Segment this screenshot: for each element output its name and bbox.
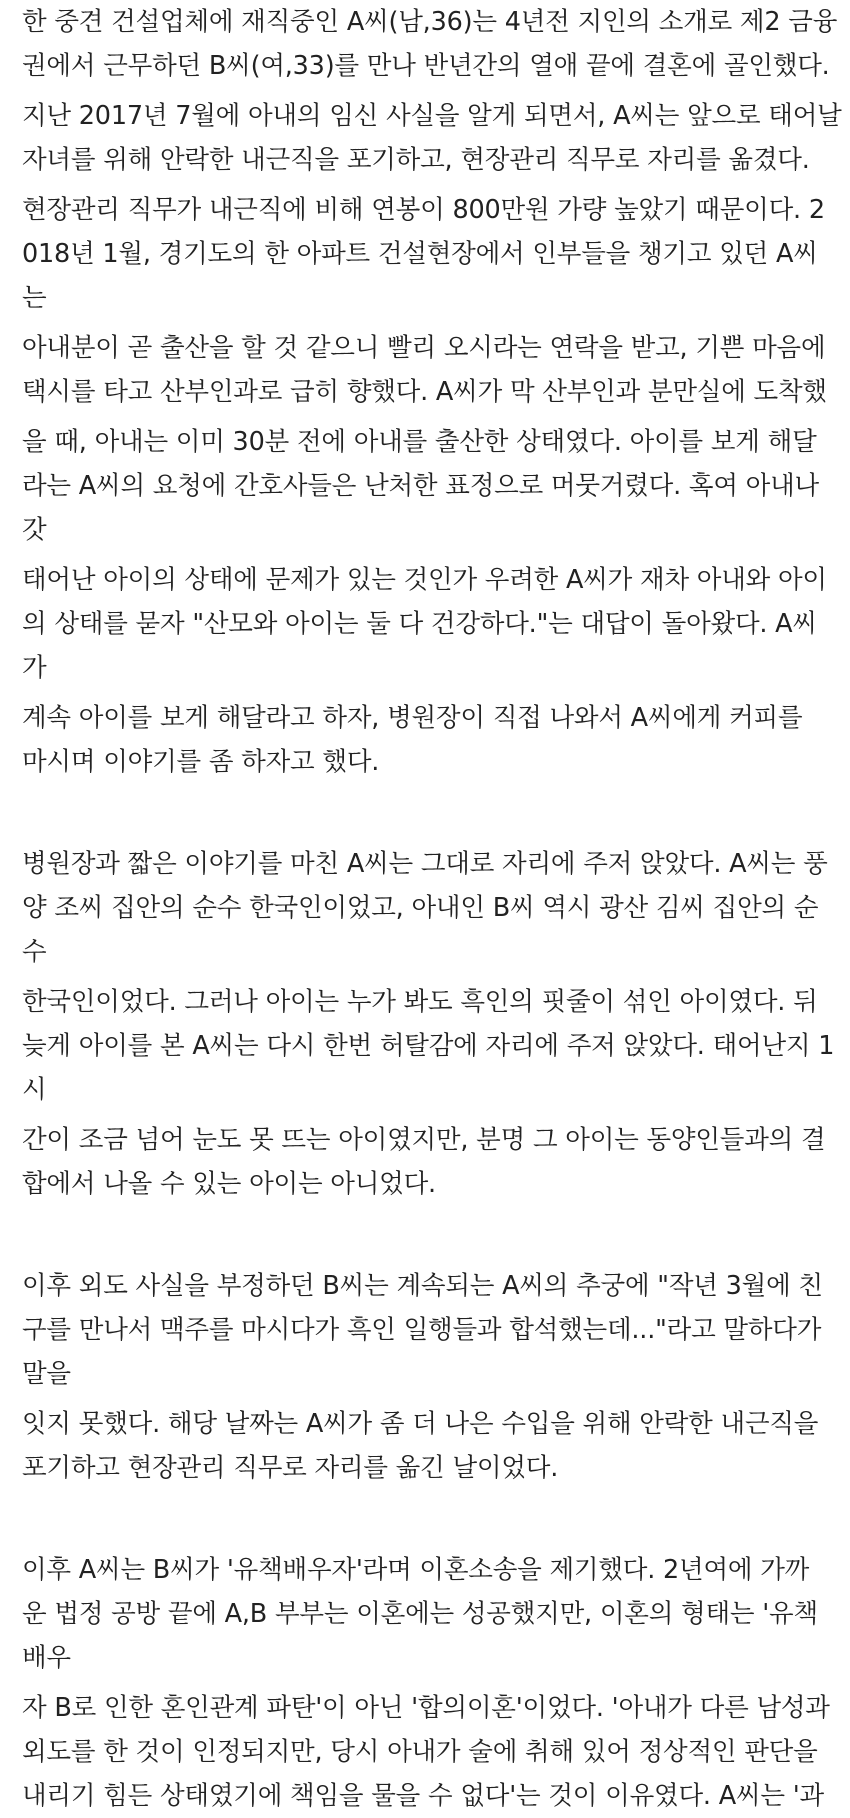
paragraph bbox=[22, 696, 850, 784]
paragraph bbox=[22, 558, 850, 690]
text-line: 는 bbox=[22, 283, 47, 313]
text-line: 내리기 힘든 상태였기에 책임을 물을 수 없다'는 것이 이유였다. A씨는 '과 bbox=[22, 1781, 824, 1811]
text-line: 권에서 근무하던 B씨(여,33)를 만나 반년간의 열애 끝에 결혼에 골인했다. bbox=[22, 51, 830, 81]
text-line: 택시를 타고 산부인과로 급히 향했다. A씨가 막 산부인과 분만실에 도착했 bbox=[22, 377, 827, 407]
text-line: 지난 2017년 7월에 아내의 임신 사실을 알게 되면서, A씨는 앞으로 태어날 bbox=[22, 101, 842, 131]
text-line: 마시며 이야기를 좀 하자고 했다. bbox=[22, 747, 380, 777]
paragraph bbox=[22, 188, 850, 320]
text-line: 가 bbox=[22, 653, 47, 683]
text-line: 을 때, 아내는 이미 30분 전에 아내를 출산한 상태였다. 아이를 보게 해달 bbox=[22, 427, 817, 457]
text-line: 양 조씨 집안의 순수 한국인이었고, 아내인 B씨 역시 광산 김씨 집안의 순 bbox=[22, 893, 819, 923]
text-line: 시 bbox=[22, 1075, 47, 1105]
text-line: 포기하고 현장관리 직무로 자리를 옮긴 날이었다. bbox=[22, 1453, 559, 1483]
text-line: 외도를 한 것이 인정되지만, 당시 아내가 술에 취해 있어 정상적인 판단을 bbox=[22, 1737, 818, 1767]
paragraph bbox=[22, 1548, 850, 1680]
text-line: 늦게 아이를 본 A씨는 다시 한번 허탈감에 자리에 주저 앉았다. 태어난지 1 bbox=[22, 1031, 835, 1061]
paragraph bbox=[22, 1686, 850, 1818]
paragraph bbox=[22, 326, 850, 414]
text-line: 라는 A씨의 요청에 간호사들은 난처한 표정으로 머뭇거렸다. 혹여 아내나 bbox=[22, 471, 819, 501]
paragraph bbox=[22, 94, 850, 182]
text-line: 배우 bbox=[22, 1643, 71, 1673]
text-line: 갓 bbox=[22, 515, 47, 545]
text-line: 현장관리 직무가 내근직에 비해 연봉이 800만원 가량 높았기 때문이다. 2 bbox=[22, 195, 825, 225]
text-line: 이후 A씨는 B씨가 '유책배우자'라며 이혼소송을 제기했다. 2년여에 가까 bbox=[22, 1555, 810, 1585]
text-line: 운 법정 공방 끝에 A,B 부부는 이혼에는 성공했지만, 이혼의 형태는 '유책 bbox=[22, 1599, 818, 1629]
text-line: 병원장과 짧은 이야기를 마친 A씨는 그대로 자리에 주저 앉았다. A씨는 풍 bbox=[22, 849, 828, 879]
paragraph bbox=[22, 1402, 850, 1490]
paragraph bbox=[22, 1264, 850, 1396]
text-line: 구를 만나서 맥주를 마시다가 흑인 일행들과 합석했는데..."라고 말하다가 bbox=[22, 1315, 822, 1345]
text-line: 계속 아이를 보게 해달라고 하자, 병원장이 직접 나와서 A씨에게 커피를 bbox=[22, 703, 803, 733]
text-line: 간이 조금 넘어 눈도 못 뜨는 아이였지만, 분명 그 아이는 동양인들과의 결 bbox=[22, 1125, 826, 1155]
text-line: 잇지 못했다. 해당 날짜는 A씨가 좀 더 나은 수입을 위해 안락한 내근직을 bbox=[22, 1409, 819, 1439]
text-line: 이후 외도 사실을 부정하던 B씨는 계속되는 A씨의 추궁에 "작년 3월에 친 bbox=[22, 1271, 823, 1301]
text-line: 수 bbox=[22, 937, 47, 967]
paragraph bbox=[22, 420, 850, 552]
text-line: 018년 1월, 경기도의 한 아파트 건설현장에서 인부들을 챙기고 있던 A씨 bbox=[22, 239, 818, 269]
text-line: 태어난 아이의 상태에 문제가 있는 것인가 우려한 A씨가 재차 아내와 아이 bbox=[22, 565, 827, 595]
paragraph bbox=[22, 0, 850, 88]
paragraph bbox=[22, 842, 850, 974]
text-line: 한 중견 건설업체에 재직중인 A씨(남,36)는 4년전 지인의 소개로 제2 금융 bbox=[22, 7, 838, 37]
text-line: 자 B로 인한 혼인관계 파탄'이 아닌 '합의이혼'이었다. '아내가 다른 남성과 bbox=[22, 1693, 830, 1723]
text-line: 아내분이 곧 출산을 할 것 같으니 빨리 오시라는 연락을 받고, 기쁜 마음에 bbox=[22, 333, 826, 363]
text-line: 자녀를 위해 안락한 내근직을 포기하고, 현장관리 직무로 자리를 옮겼다. bbox=[22, 145, 810, 175]
text-line: 한국인이었다. 그러나 아이는 누가 봐도 흑인의 핏줄이 섞인 아이였다. 뒤 bbox=[22, 987, 818, 1017]
paragraph bbox=[22, 1118, 850, 1206]
text-line: 의 상태를 묻자 "산모와 아이는 둘 다 건강하다."는 대답이 돌아왔다. A씨 bbox=[22, 609, 817, 639]
text-line: 합에서 나올 수 있는 아이는 아니었다. bbox=[22, 1169, 436, 1199]
paragraph bbox=[22, 980, 850, 1112]
text-line: 말을 bbox=[22, 1359, 71, 1389]
